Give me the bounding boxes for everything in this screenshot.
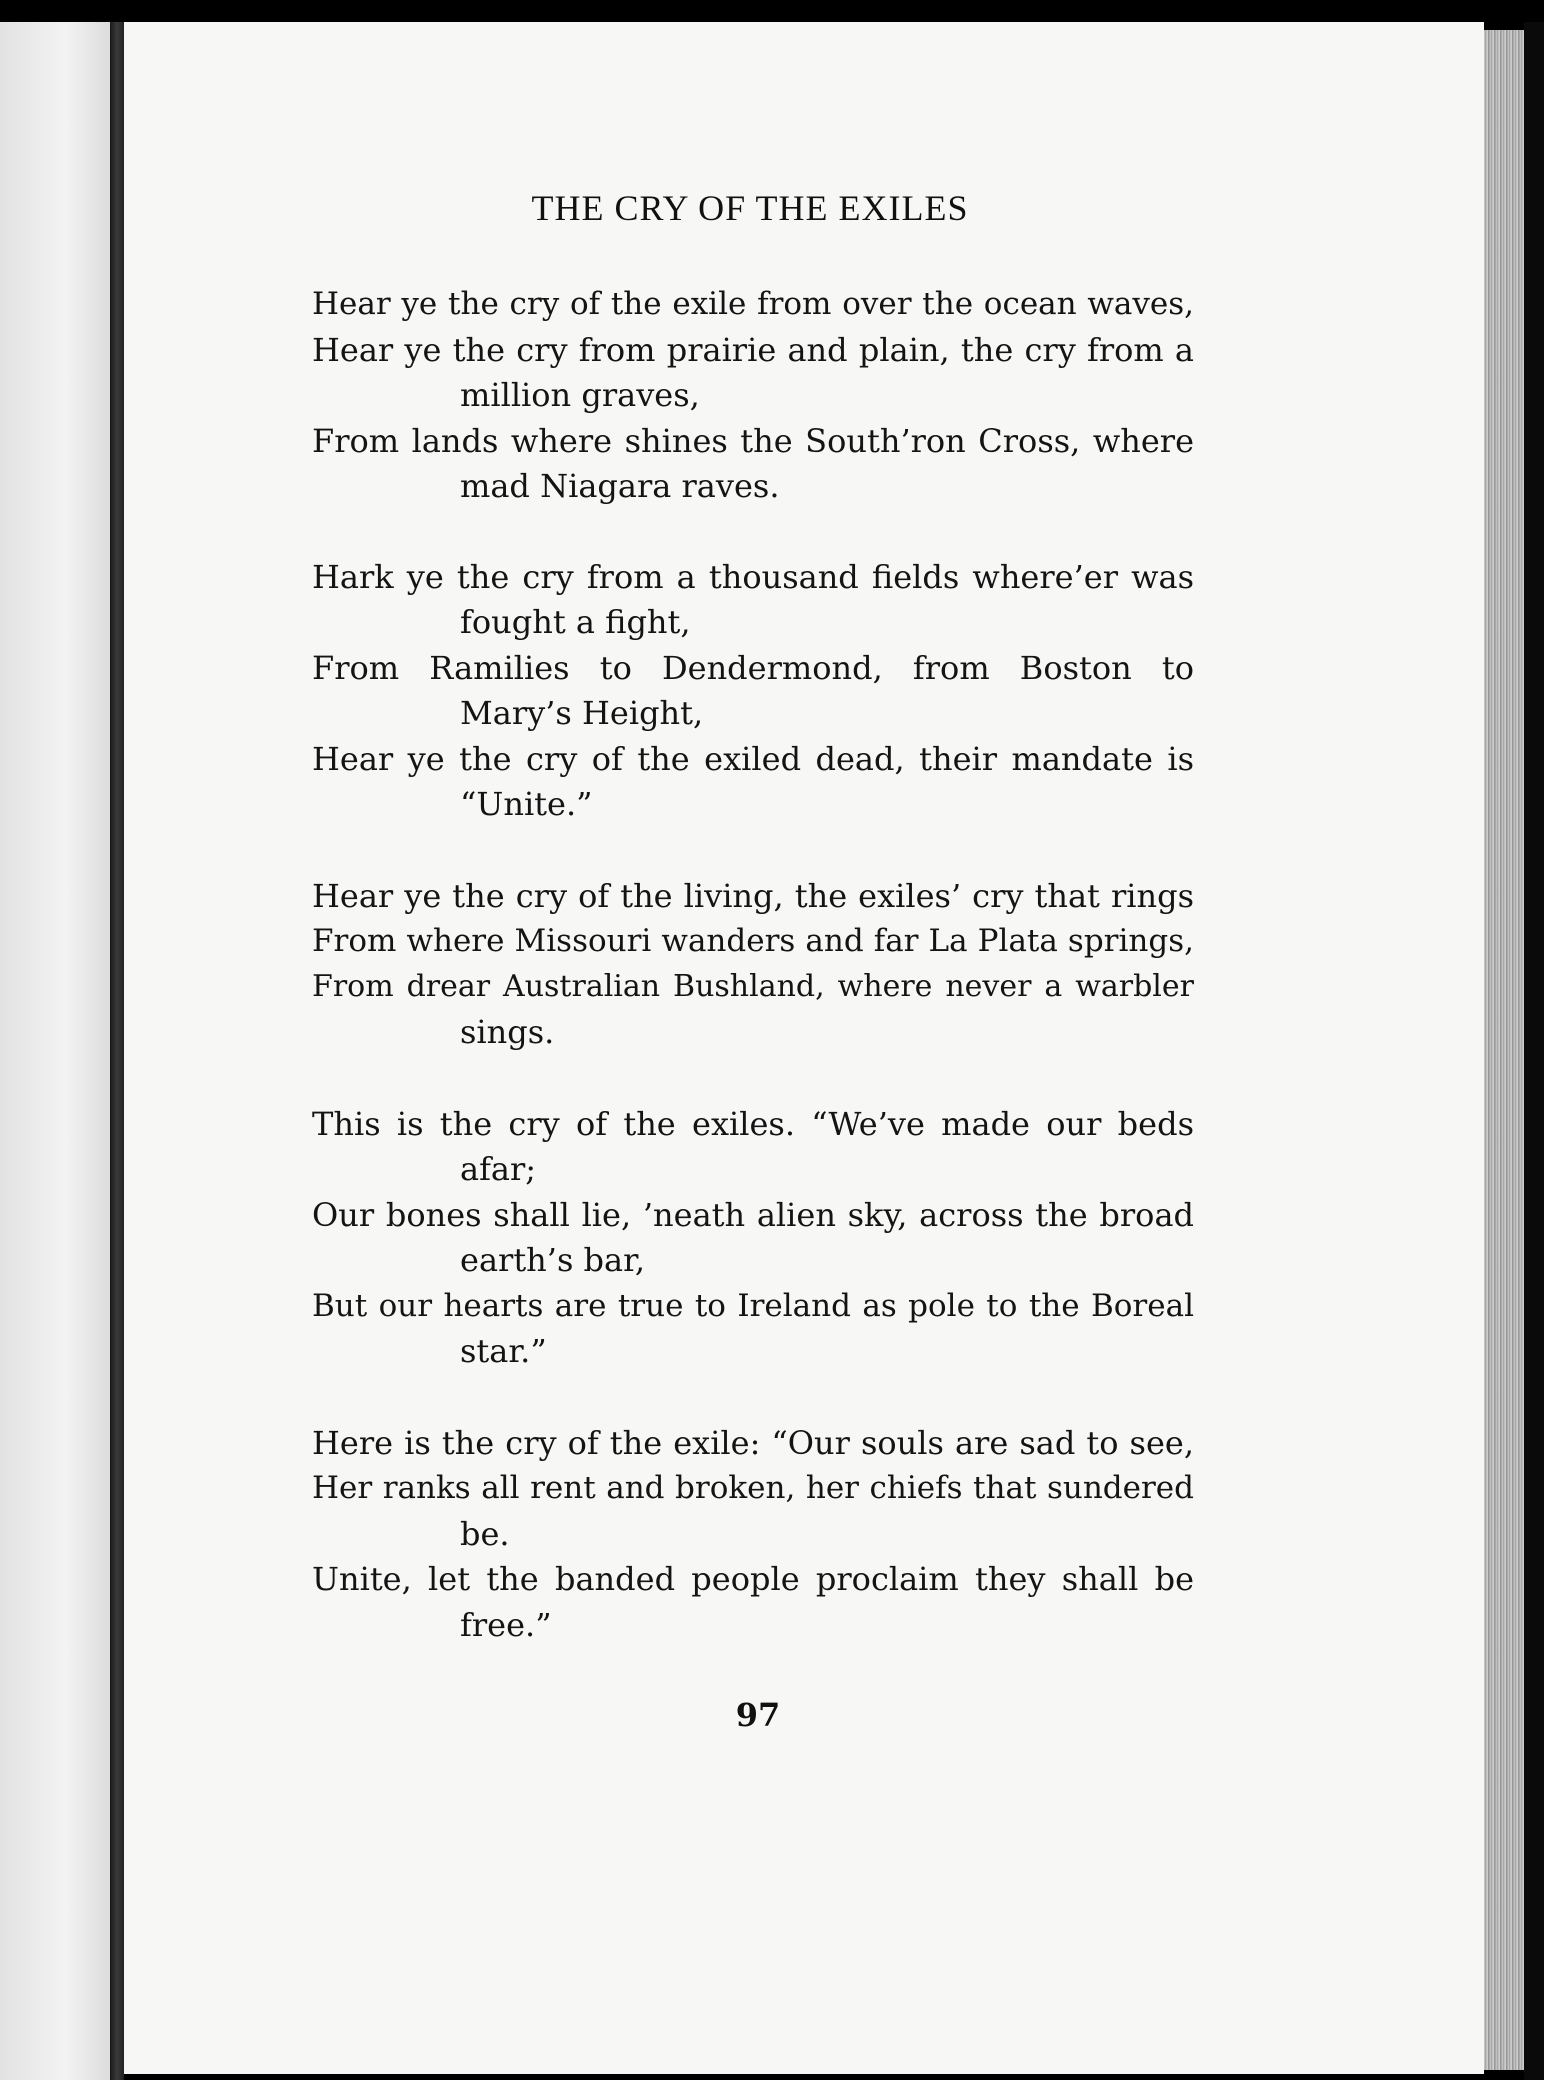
poem-line: Unite, let the banded people proclaim they shall be: [312, 1560, 1194, 1598]
poem-line: Hear ye the cry from prairie and plain, the cry from a: [312, 331, 1194, 369]
poem-line-continuation: earth’s bar,: [460, 1241, 646, 1279]
poem-line-continuation: star.”: [460, 1332, 547, 1370]
poem-line-continuation: mad Niagara raves.: [460, 467, 780, 505]
poem-line-continuation: “Unite.”: [460, 785, 593, 823]
poem-line: From where Missouri wanders and far La Plata springs,: [312, 923, 1194, 959]
book-gutter: [110, 22, 124, 2080]
poem-line: Here is the cry of the exile: “Our souls are sad to see,: [312, 1424, 1194, 1462]
poem-line: Hear ye the cry of the living, the exiles’ cry that rings: [312, 877, 1194, 915]
poem-line-continuation: afar;: [460, 1150, 537, 1188]
poem-line-continuation: free.”: [460, 1606, 552, 1644]
poem-line: Our bones shall lie, ’neath alien sky, across the broad: [312, 1196, 1194, 1234]
poem-line: From Ramilies to Dendermond, from Boston to: [312, 649, 1194, 687]
poem-line: From drear Australian Bushland, where never a warbler: [312, 969, 1194, 1004]
poem-line: From lands where shines the South’ron Cross, where: [312, 422, 1194, 460]
poem-line: Her ranks all rent and broken, her chiefs that sundered: [312, 1470, 1194, 1506]
page-block-edges: [1484, 30, 1524, 2070]
scan-border: [1524, 22, 1544, 2080]
poem-line: Hark ye the cry from a thousand fields where’er was: [312, 558, 1194, 596]
poem-line: This is the cry of the exiles. “We’ve made our beds: [312, 1105, 1194, 1143]
poem-line-continuation: sings.: [460, 1013, 555, 1051]
poem-line-continuation: Mary’s Height,: [460, 694, 704, 732]
poem-title: THE CRY OF THE EXILES: [531, 188, 969, 228]
poem-line-continuation: be.: [460, 1515, 510, 1553]
page-number: 97: [735, 1696, 781, 1734]
poem-line: Hear ye the cry of the exiled dead, their mandate is: [312, 740, 1194, 778]
poem-line: Hear ye the cry of the exile from over the ocean waves,: [312, 286, 1194, 322]
poem-line-continuation: fought a fight,: [460, 603, 691, 641]
poem-line-continuation: million graves,: [460, 376, 700, 414]
facing-page-edge: [0, 22, 110, 2080]
poem-line: But our hearts are true to Ireland as pole to the Boreal: [312, 1288, 1194, 1324]
